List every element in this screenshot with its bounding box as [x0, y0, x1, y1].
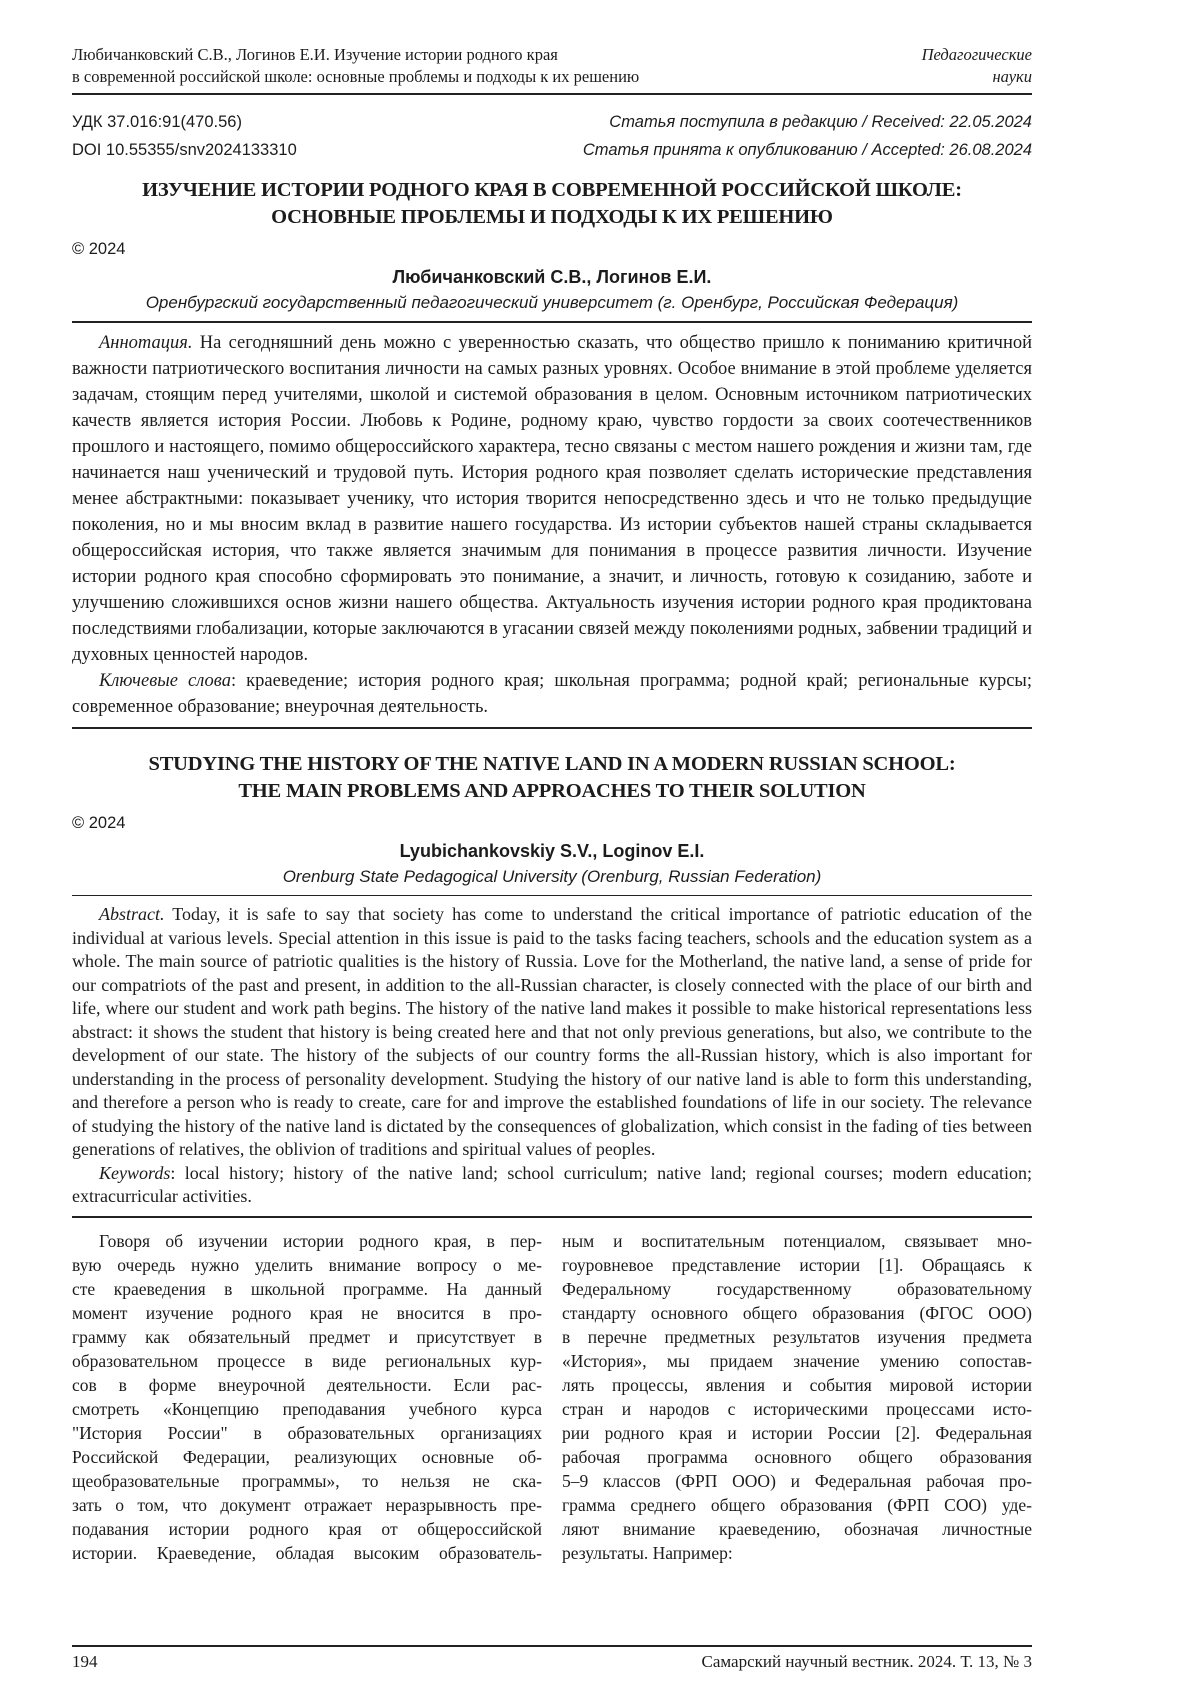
received-date: Статья поступила в редакцию / Received: 22.05.2024: [609, 113, 1032, 131]
abstract-label-ru: Аннотация.: [99, 333, 193, 353]
section-label-line-1: Педагогические: [921, 45, 1032, 64]
section-label-line-2: науки: [992, 67, 1032, 86]
abstract-section-en: [72, 903, 1032, 1218]
keywords-label-en: Keywords: [99, 1162, 171, 1183]
authors-en: Lyubichankovskiy S.V., Loginov E.I.: [399, 841, 705, 861]
keywords-en: [72, 1162, 1032, 1218]
body-text-line: ляют внимание краеведению, обозначая личностные: [562, 1518, 1032, 1539]
abstract-ru: [72, 330, 1032, 668]
keywords-text-ru: : краеведение; история родного края; школьная программа; родной край; региональные курсы; современное образование; внеурочная деятельность.: [72, 671, 1033, 717]
running-head-line-2: в современной российской школе: основные проблемы и подходы к их решению: [72, 67, 640, 86]
body-text-line: Федеральному государственному образовательному: [562, 1278, 1032, 1299]
body-text-line: Говоря об изучении истории родного края, в пер-: [99, 1230, 542, 1251]
body-text-line: Российской Федерации, реализующих основные об-: [72, 1446, 542, 1467]
article-title-en-line-1: STUDYING THE HISTORY OF THE NATIVE LAND IN A MODERN RUSSIAN SCHOOL:: [148, 753, 956, 775]
keywords-text-en: : local history; history of the native land; school curriculum; native land; regional courses; modern education; extracurricular activities.: [72, 1162, 1032, 1206]
body-text-line: рабочая программа основного общего образования: [562, 1446, 1032, 1467]
body-text-line: лять процессы, явления и события мировой истории: [562, 1374, 1032, 1395]
authors-ru: Любичанковский С.В., Логинов Е.И.: [392, 267, 712, 287]
article-meta: [72, 111, 1032, 161]
meta-row-udc: [72, 111, 1032, 133]
body-column-left: [72, 1229, 542, 1565]
abstract-section-ru: [72, 330, 1032, 729]
article-title-en: [72, 751, 1032, 805]
page-footer: [72, 1645, 1032, 1673]
article-title-ru: [72, 177, 1032, 231]
body-text-line: в перечне предметных результатов изучения предмета: [562, 1326, 1032, 1347]
journal-reference: Самарский научный вестник. 2024. Т. 13, № 3: [701, 1652, 1032, 1671]
article-title-ru-line-2: ОСНОВНЫЕ ПРОБЛЕМЫ И ПОДХОДЫ К ИХ РЕШЕНИЮ: [271, 206, 833, 228]
abstract-text-ru: На сегодняшний день можно с уверенностью сказать, что общество пришло к пониманию критичной важности патриотического воспитания личности на самых разных уровнях. Особое внимание в этой проблеме уделяется задачам, стоящим перед учителями, школой и системой образования в целом. Основным источником патриотических качеств является история России. Любовь к Родине, родному краю, чувство гордости за своих соотечественников прошлого и настоящего, помимо общероссийского характера, тесно связаны с местом нашего рождения и жизни там, где начинается наш ученический и трудовой путь. История родного края позволяет сделать исторические представления менее абстрактными: показывает ученику, что история творится непосредственно здесь и что не только предыдущие поколения, но и мы вносим вклад в развитие нашего государства. Из истории субъектов нашей страны складывается общероссийская история, что также является значимым для понимания в процессе развития личности. Изучение истории родного края способно сформировать это понимание, а значит, и личность, готовую к созиданию, заботе и улучшению сложившихся основ жизни нашего общества. Актуальность изучения истории родного края продиктована последствиями глобализации, которые заключаются в угасании связей между поколениями родных, забвении традиций и духовных ценностей народов.: [72, 333, 1032, 665]
abstract-en: [72, 903, 1032, 1162]
udc-number: УДК 37.016:91(470.56): [72, 113, 242, 131]
body-text-line: "История России" в образовательных организациях: [72, 1422, 542, 1443]
running-head: [72, 44, 1032, 95]
body-text-line: подавания истории родного края от общероссийской: [72, 1518, 542, 1539]
running-head-line-1: Любичанковский С.В., Логинов Е.И. Изучение истории родного края: [72, 45, 558, 64]
keywords-ru: [72, 668, 1032, 729]
running-head-section: [922, 44, 1032, 88]
body-text-line: зать о том, что документ отражает неразрывность пре-: [72, 1494, 542, 1515]
body-text-line: рии родного края и истории России [2]. Федеральная: [562, 1422, 1032, 1443]
body-text-line: ным и воспитательным потенциалом, связывает мно-: [562, 1230, 1032, 1251]
article-body: [72, 1229, 1032, 1565]
body-text-line: 5–9 классов (ФРП ООО) и Федеральная рабочая про-: [562, 1470, 1032, 1491]
body-text-line: стран и народов с историческими процессами исто-: [562, 1398, 1032, 1419]
body-text-line: «История», мы придаем значение умению сопостав-: [562, 1350, 1032, 1371]
body-text-line: образовательном процессе в виде региональных кур-: [72, 1350, 542, 1371]
copyright-ru: © 2024: [72, 240, 126, 258]
body-text-line: гоуровневое представление истории [1]. Обращаясь к: [562, 1254, 1032, 1275]
affiliation-en: Orenburg State Pedagogical University (Orenburg, Russian Federation): [72, 865, 1032, 896]
body-column-right: [562, 1229, 1032, 1565]
body-text-line: момент изучение родного края не вносится в про-: [72, 1302, 542, 1323]
copyright-en: © 2024: [72, 814, 126, 832]
article-title-ru-line-1: ИЗУЧЕНИЕ ИСТОРИИ РОДНОГО КРАЯ В СОВРЕМЕННОЙ РОССИЙСКОЙ ШКОЛЕ:: [142, 179, 962, 201]
page-number: 194: [72, 1652, 98, 1671]
body-text-line: грамма среднего общего образования (ФРП СОО) уде-: [562, 1494, 1032, 1515]
abstract-label-en: Abstract.: [99, 904, 165, 924]
meta-row-doi: [72, 139, 1032, 161]
accepted-date: Статья принята к опубликованию / Accepted: 26.08.2024: [582, 141, 1032, 159]
body-text-line: щеобразовательные программы», то нельзя не ска-: [72, 1470, 542, 1491]
body-text-line: стандарту основного общего образования (ФГОС ООО): [562, 1302, 1032, 1323]
body-text-line: грамму как обязательный предмет и присутствует в: [72, 1326, 542, 1347]
article-title-en-line-2: THE MAIN PROBLEMS AND APPROACHES TO THEIR SOLUTION: [238, 780, 866, 802]
body-text-line: сте краеведения в школьной программе. На данный: [72, 1278, 542, 1299]
abstract-text-en: Today, it is safe to say that society has come to understand the critical importance of patriotic education of the individual at various levels. Special attention in this issue is paid to the tasks facing teachers, schools and the education system as a whole. The main source of patriotic qualities is the history of Russia. Love for the Motherland, the native land, a sense of pride for our compatriots of the past and present, in addition to the all-Russian character, is closely connected with the place of our birth and life, where our student and work path begins. The history of the native land makes it possible to make historical representations less abstract: it shows the student that history is being created here and that not only previous generations, but also, we contribute to the development of our state. The history of the subjects of our country forms the all-Russian history, which is also important for understanding in the process of personality development. Studying the history of our native land is able to form this understanding, and therefore a person who is ready to create, care for and improve the established foundations of life in our society. The relevance of studying the history of the native land is dictated by the consequences of globalization, which consist in the fading of ties between generations of relatives, the oblivion of traditions and spiritual values of peoples.: [72, 904, 1032, 1159]
body-text-line: смотреть «Концепцию преподавания учебного курса: [72, 1398, 542, 1419]
body-text-line: результаты. Например:: [562, 1542, 733, 1563]
keywords-label-ru: Ключевые слова: [99, 671, 231, 691]
body-text-line: вую очередь нужно уделить внимание вопросу о ме-: [72, 1254, 542, 1275]
running-head-article-ref: [72, 44, 639, 88]
affiliation-ru: Оренбургский государственный педагогический университет (г. Оренбург, Российская Федерация): [72, 291, 1032, 323]
body-text-line: истории. Краеведение, обладая высоким образователь-: [72, 1542, 542, 1563]
doi-number: DOI 10.55355/snv2024133310: [72, 141, 297, 159]
body-text-line: сов в форме внеурочной деятельности. Если рас-: [72, 1374, 542, 1395]
